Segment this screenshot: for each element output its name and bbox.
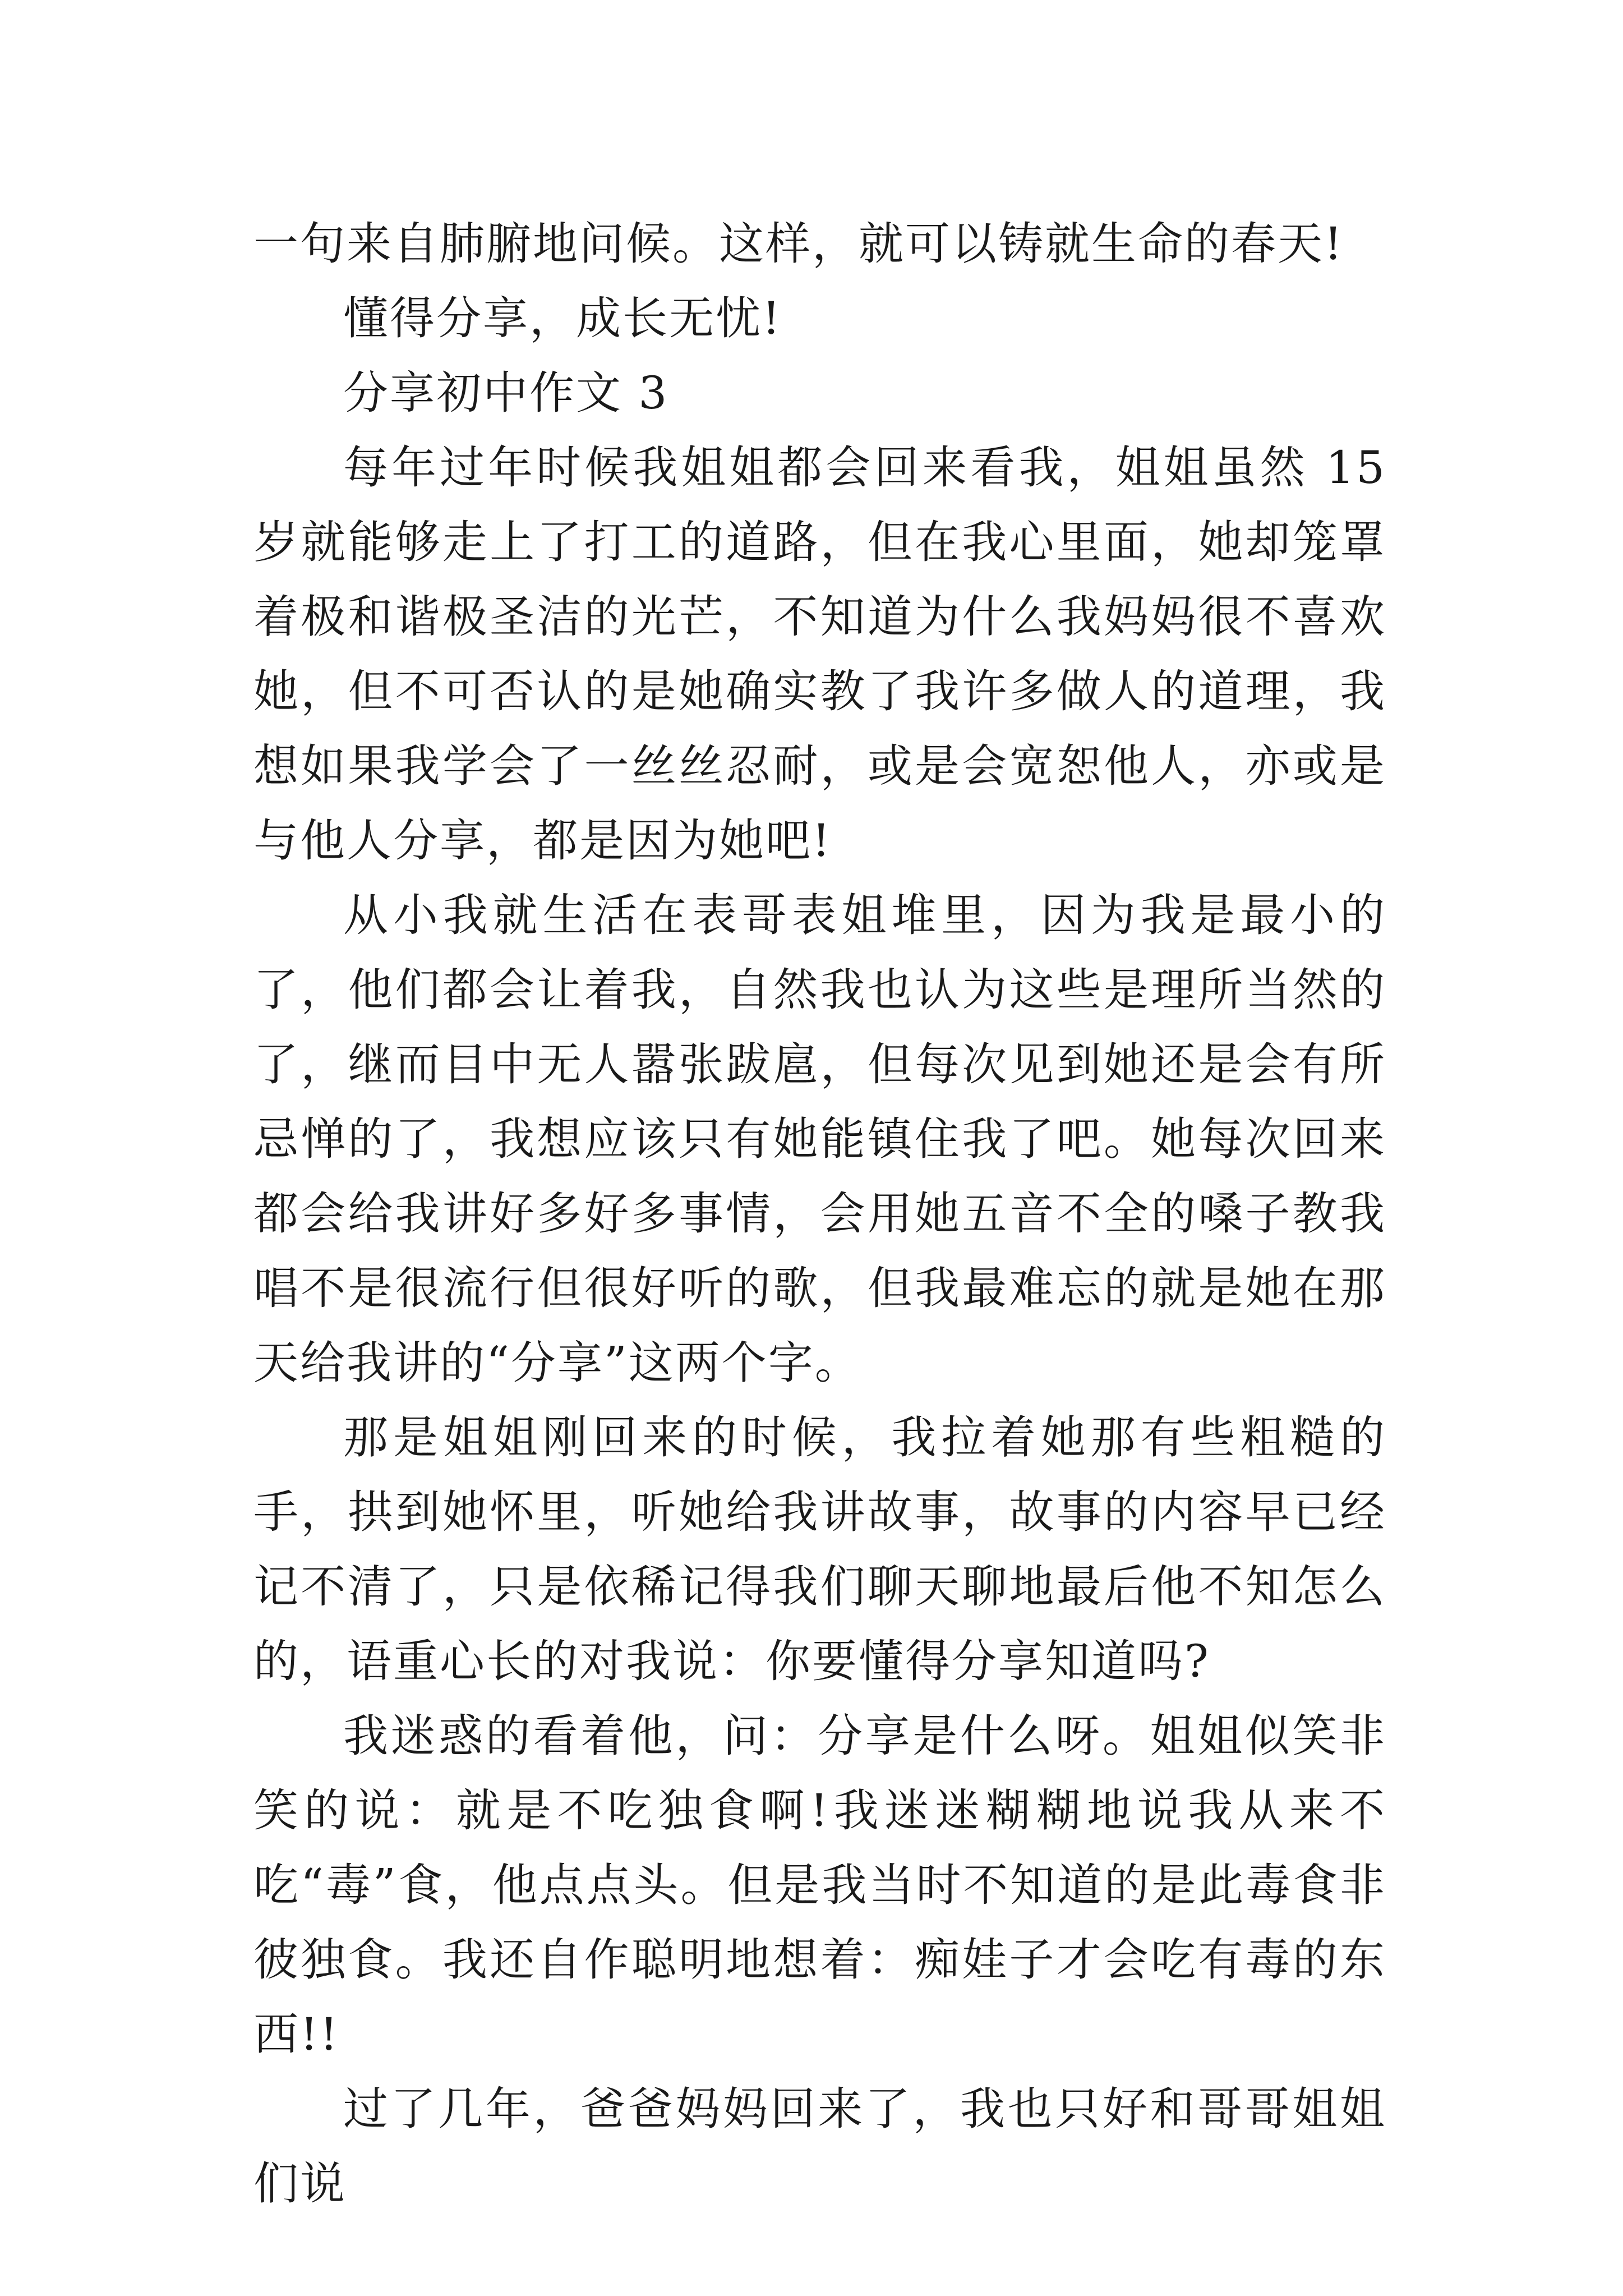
section-heading: 分享初中作文 3 xyxy=(343,367,669,419)
paragraph-2: 懂得分享，成长无忧! xyxy=(343,292,782,344)
paragraph-1: 一句来自肺腑地问候。这样，就可以铸就生命的春天! xyxy=(253,218,1344,270)
paragraph-5: 那是姐姐刚回来的时候，我拉着她那有些粗糙的手，拱到她怀里，听她给我讲故事，故事的内容早已经记不清了，只是依稀记得我们聊天聊地最后他不知怎么的，语重心长的对我说：你要懂得分享知道吗? xyxy=(253,1411,1386,1687)
document-body xyxy=(253,206,1386,2221)
paragraph-3: 每年过年时候我姐姐都会回来看我，姐姐虽然 15 岁就能够走上了打工的道路，但在我心里面，她却笼罩着极和谐极圣洁的光芒，不知道为什么我妈妈很不喜欢她，但不可否认的是她确实教了我许多做人的道理，我想如果我学会了一丝丝忍耐，或是会宽恕他人，亦或是与他人分享，都是因为她吧! xyxy=(253,441,1386,867)
paragraph-6: 我迷惑的看着他，问：分享是什么呀。姐姐似笑非笑的说：就是不吃独食啊!我迷迷糊糊地说我从来不吃“毒”食，他点点头。但是我当时不知道的是此毒食非彼独食。我还自作聪明地想着：痴娃子才会吃有毒的东西!! xyxy=(253,1710,1386,2060)
paragraph-7: 过了几年，爸爸妈妈回来了，我也只好和哥哥姐姐们说 xyxy=(253,2083,1386,2210)
paragraph-4: 从小我就生活在表哥表姐堆里，因为我是最小的了，他们都会让着我，自然我也认为这些是理所当然的了，继而目中无人嚣张跋扈，但每次见到她还是会有所忌惮的了，我想应该只有她能镇住我了吧。她每次回来都会给我讲好多好多事情，会用她五音不全的嗓子教我唱不是很流行但很好听的歌，但我最难忘的就是她在那天给我讲的“分享”这两个字。 xyxy=(253,889,1386,1389)
